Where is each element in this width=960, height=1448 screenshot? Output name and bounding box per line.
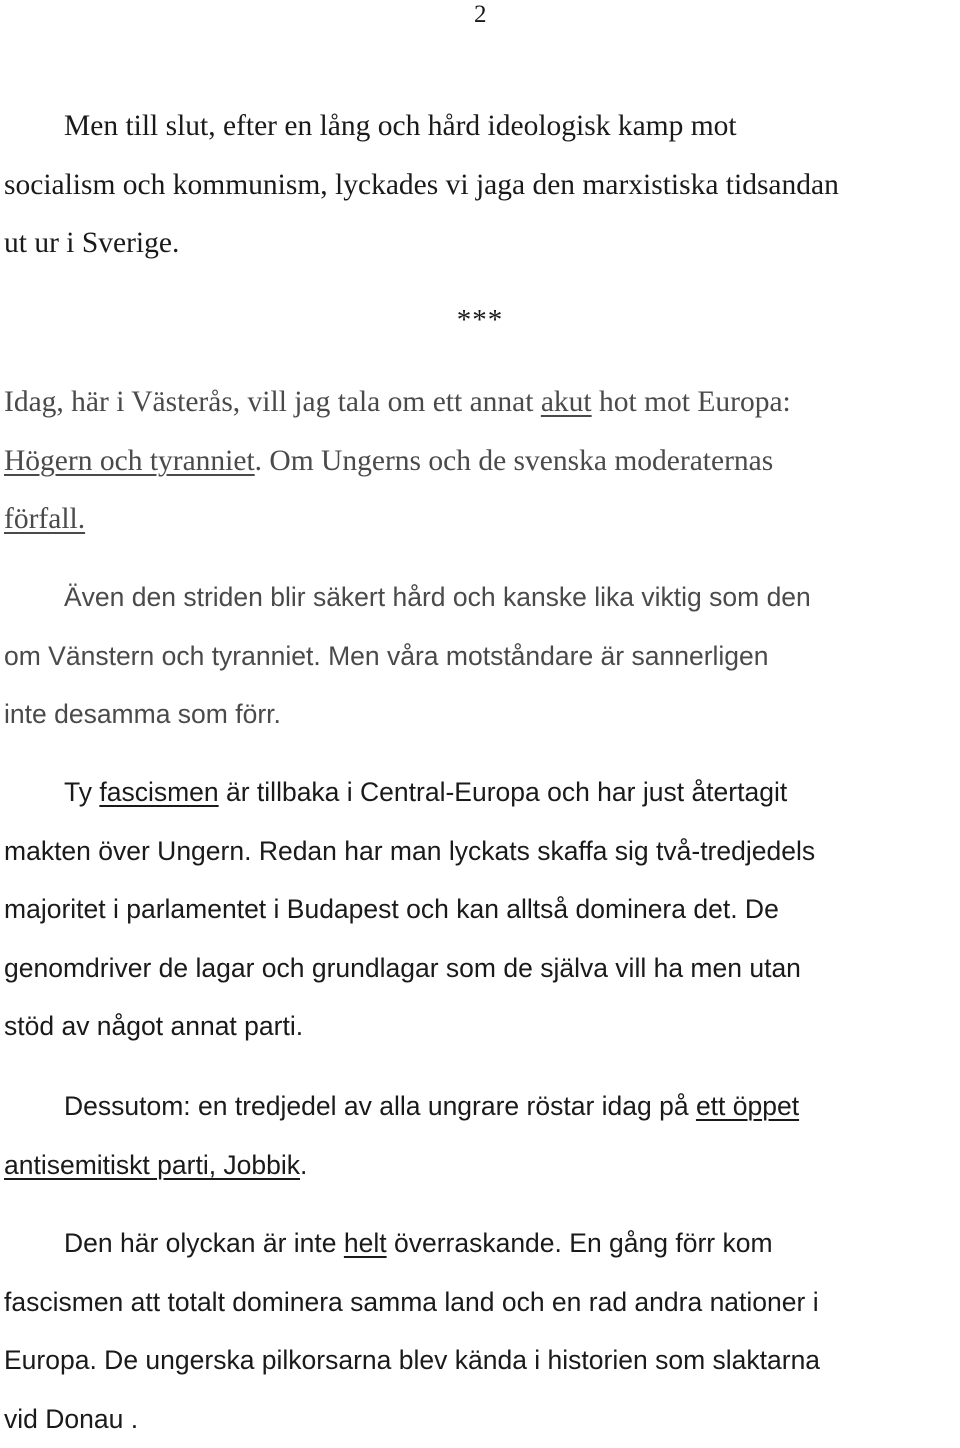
underlined-phrase: antisemitiskt parti, Jobbik [4, 1150, 300, 1180]
paragraph-line: fascismen att totalt dominera samma land och en rad andra nationer i [4, 1273, 960, 1332]
paragraph-6 [4, 1214, 960, 1448]
underlined-phrase: Högern och tyranniet [4, 445, 255, 477]
paragraph-5 [4, 1077, 960, 1194]
paragraph-line: ut ur i Sverige. [4, 214, 960, 273]
underlined-word: fascismen [99, 777, 218, 807]
paragraph-2 [4, 373, 960, 549]
paragraph-line [4, 373, 960, 432]
text-run: Ty [64, 777, 99, 807]
paragraph-line: Europa. De ungerska pilkorsarna blev kända i historien som slaktarna [4, 1331, 960, 1390]
paragraph-1 [4, 97, 960, 273]
paragraph-line: Men till slut, efter en lång och hård ideologisk kamp mot [4, 97, 960, 156]
underlined-word: förfall. [4, 503, 85, 535]
paragraph-line [4, 432, 960, 491]
paragraph-4 [4, 763, 960, 1056]
paragraph-line: makten över Ungern. Redan har man lyckats skaffa sig två-tredjedels [4, 822, 960, 881]
text-run: . Om Ungerns och de svenska moderaternas [255, 445, 774, 477]
text-run: överraskande. En gång förr kom [387, 1228, 773, 1258]
text-run: Dessutom: en tredjedel av alla ungrare röstar idag på [64, 1091, 696, 1121]
paragraph-line: genomdriver de lagar och grundlagar som de själva vill ha men utan [4, 939, 960, 998]
paragraph-line: inte desamma som förr. [4, 685, 960, 744]
text-run: är tillbaka i Central-Europa och har just återtagit [219, 777, 788, 807]
text-run: om Vänstern och tyranniet [4, 641, 313, 671]
underlined-phrase: ett öppet [696, 1091, 799, 1121]
paragraph-line [4, 1214, 960, 1273]
text-run: Den här olyckan är inte [64, 1228, 344, 1258]
paragraph-line [4, 627, 960, 686]
paragraph-line [4, 1136, 960, 1195]
paragraph-line: socialism och kommunism, lyckades vi jaga den marxistiska tidsandan [4, 156, 960, 215]
page-number: 2 [474, 0, 487, 30]
paragraph-line: majoritet i parlamentet i Budapest och kan alltså dominera det. De [4, 880, 960, 939]
text-run: . Men våra motståndare är sannerligen [313, 641, 768, 671]
paragraph-line [4, 763, 960, 822]
paragraph-line [4, 490, 960, 549]
text-run: hot mot Europa: [592, 386, 791, 418]
underlined-word: helt [344, 1228, 387, 1258]
text-run: . [300, 1150, 307, 1180]
paragraph-line: stöd av något annat parti. [4, 997, 960, 1056]
paragraph-line: Även den striden blir säkert hård och kanske lika viktig som den [4, 568, 960, 627]
paragraph-line [4, 1077, 960, 1136]
paragraph-line: vid Donau . [4, 1390, 960, 1448]
text-run: Idag, här i Västerås, vill jag tala om ett annat [4, 386, 541, 418]
underlined-word: akut [541, 386, 592, 418]
section-separator: *** [0, 295, 960, 345]
paragraph-3 [4, 568, 960, 744]
